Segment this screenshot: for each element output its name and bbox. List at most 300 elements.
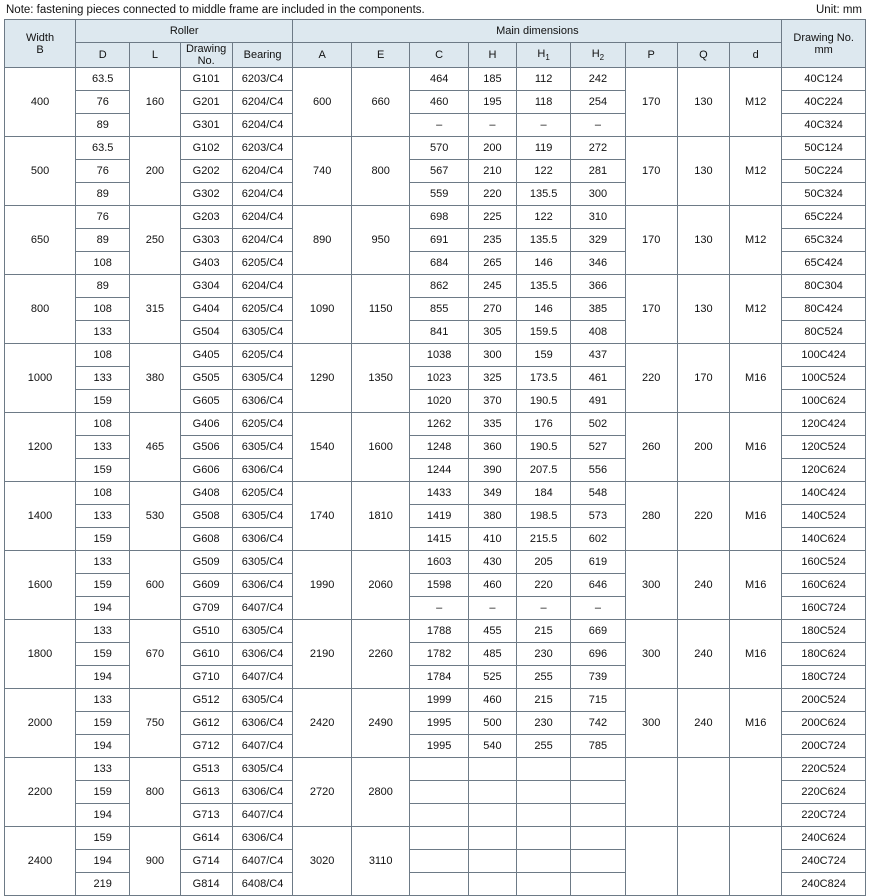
- cell-dim-h1: 255: [516, 735, 570, 758]
- cell-roller-d: 159: [76, 712, 130, 735]
- cell-drawing-no: 120C424: [782, 413, 866, 436]
- cell-dim-h: 500: [468, 712, 516, 735]
- cell-dim-h2: 785: [571, 735, 625, 758]
- cell-roller-d: 89: [76, 229, 130, 252]
- header-col-p: P: [625, 43, 677, 68]
- cell-dim-h1: 146: [516, 298, 570, 321]
- cell-dim-c: 862: [410, 275, 469, 298]
- cell-dim-q: 200: [677, 413, 729, 482]
- cell-drawing-no: 80C304: [782, 275, 866, 298]
- cell-drawing-no: 140C624: [782, 528, 866, 551]
- cell-dim-h1: [516, 873, 570, 896]
- cell-bearing: 6306/C4: [232, 781, 293, 804]
- cell-dim-h: 305: [468, 321, 516, 344]
- cell-dim-a: 600: [293, 68, 352, 137]
- cell-drawing-no: 200C624: [782, 712, 866, 735]
- cell-dim-h: 390: [468, 459, 516, 482]
- cell-dim-c: 1784: [410, 666, 469, 689]
- cell-dim-h: 460: [468, 689, 516, 712]
- cell-dim-h2: 696: [571, 643, 625, 666]
- cell-dim-h2: 346: [571, 252, 625, 275]
- cell-roller-drawing-no: G303: [180, 229, 232, 252]
- cell-dim-c: 1262: [410, 413, 469, 436]
- cell-bearing: 6408/C4: [232, 873, 293, 896]
- cell-dim-h: [468, 758, 516, 781]
- cell-dim-h2: [571, 758, 625, 781]
- cell-roller-d: 89: [76, 183, 130, 206]
- cell-dim-h1: 255: [516, 666, 570, 689]
- header-width-b: [5, 20, 76, 68]
- cell-dim-h2: 602: [571, 528, 625, 551]
- cell-drawing-no: 80C524: [782, 321, 866, 344]
- cell-dim-h2: [571, 873, 625, 896]
- header-col-h2-sub: 2: [599, 52, 605, 62]
- cell-drawing-no: 140C524: [782, 505, 866, 528]
- cell-bearing: 6306/C4: [232, 390, 293, 413]
- cell-dim-c: 567: [410, 160, 469, 183]
- cell-roller-d: 133: [76, 689, 130, 712]
- cell-dim-d: M16: [730, 344, 782, 413]
- cell-dim-d: [730, 758, 782, 827]
- cell-dim-c: 684: [410, 252, 469, 275]
- cell-dim-h2: 254: [571, 91, 625, 114]
- cell-dim-h2: 502: [571, 413, 625, 436]
- cell-width-b: 400: [5, 68, 76, 137]
- cell-roller-drawing-no: G403: [180, 252, 232, 275]
- cell-dim-d: M12: [730, 137, 782, 206]
- cell-dim-h2: 715: [571, 689, 625, 712]
- cell-dim-h: [468, 827, 516, 850]
- cell-dim-a: 3020: [293, 827, 352, 896]
- header-col-drawing-line1: Drawing: [185, 43, 227, 55]
- cell-roller-l: 900: [130, 827, 180, 896]
- cell-drawing-no: 220C624: [782, 781, 866, 804]
- cell-roller-d: 159: [76, 390, 130, 413]
- cell-roller-d: 108: [76, 413, 130, 436]
- cell-bearing: 6204/C4: [232, 206, 293, 229]
- cell-dim-h2: 527: [571, 436, 625, 459]
- cell-roller-d: 194: [76, 804, 130, 827]
- cell-dim-h2: 742: [571, 712, 625, 735]
- cell-roller-drawing-no: G304: [180, 275, 232, 298]
- cell-bearing: 6305/C4: [232, 551, 293, 574]
- cell-roller-l: 160: [130, 68, 180, 137]
- cell-drawing-no: 50C224: [782, 160, 866, 183]
- cell-dim-h2: 310: [571, 206, 625, 229]
- cell-drawing-no: 40C124: [782, 68, 866, 91]
- cell-dim-h2: [571, 850, 625, 873]
- cell-dim-e: 800: [351, 137, 410, 206]
- cell-roller-drawing-no: G605: [180, 390, 232, 413]
- cell-roller-drawing-no: G513: [180, 758, 232, 781]
- cell-dim-h2: 669: [571, 620, 625, 643]
- cell-drawing-no: 50C124: [782, 137, 866, 160]
- cell-roller-d: 159: [76, 781, 130, 804]
- cell-bearing: 6203/C4: [232, 137, 293, 160]
- cell-dim-h1: 122: [516, 160, 570, 183]
- cell-drawing-no: 240C824: [782, 873, 866, 896]
- header-col-a: A: [293, 43, 352, 68]
- cell-roller-d: 133: [76, 436, 130, 459]
- cell-dim-c: 1020: [410, 390, 469, 413]
- cell-roller-drawing-no: G101: [180, 68, 232, 91]
- table-row: [5, 620, 866, 643]
- cell-dim-a: 2420: [293, 689, 352, 758]
- cell-bearing: 6204/C4: [232, 183, 293, 206]
- cell-roller-l: 670: [130, 620, 180, 689]
- cell-dim-h2: 556: [571, 459, 625, 482]
- cell-bearing: 6305/C4: [232, 689, 293, 712]
- cell-dim-a: 1990: [293, 551, 352, 620]
- cell-dim-h1: [516, 758, 570, 781]
- cell-bearing: 6407/C4: [232, 735, 293, 758]
- cell-width-b: 1800: [5, 620, 76, 689]
- cell-dim-c: –: [410, 114, 469, 137]
- cell-dim-h: 335: [468, 413, 516, 436]
- cell-roller-drawing-no: G712: [180, 735, 232, 758]
- header-col-drawing-no: [180, 43, 232, 68]
- cell-dim-h2: 300: [571, 183, 625, 206]
- cell-drawing-no: 120C624: [782, 459, 866, 482]
- cell-dim-h1: 122: [516, 206, 570, 229]
- cell-dim-h: 325: [468, 367, 516, 390]
- cell-dim-c: 570: [410, 137, 469, 160]
- cell-width-b: 1400: [5, 482, 76, 551]
- cell-roller-drawing-no: G614: [180, 827, 232, 850]
- cell-dim-h1: 112: [516, 68, 570, 91]
- cell-roller-drawing-no: G202: [180, 160, 232, 183]
- cell-roller-drawing-no: G201: [180, 91, 232, 114]
- header-col-bearing: Bearing: [232, 43, 293, 68]
- cell-dim-h2: 272: [571, 137, 625, 160]
- cell-dim-e: 1810: [351, 482, 410, 551]
- cell-dim-e: 2800: [351, 758, 410, 827]
- header-col-e: E: [351, 43, 410, 68]
- cell-dim-p: 300: [625, 620, 677, 689]
- table-row: [5, 137, 866, 160]
- cell-drawing-no: 80C424: [782, 298, 866, 321]
- cell-dim-a: 2190: [293, 620, 352, 689]
- cell-dim-h: 270: [468, 298, 516, 321]
- cell-dim-e: 2060: [351, 551, 410, 620]
- cell-dim-h: 485: [468, 643, 516, 666]
- cell-dim-q: 130: [677, 68, 729, 137]
- cell-roller-d: 133: [76, 551, 130, 574]
- cell-roller-d: 63.5: [76, 68, 130, 91]
- cell-roller-d: 108: [76, 298, 130, 321]
- cell-dim-q: [677, 758, 729, 827]
- cell-dim-c: 460: [410, 91, 469, 114]
- cell-dim-a: 1540: [293, 413, 352, 482]
- cell-dim-h: 525: [468, 666, 516, 689]
- cell-dim-h1: 205: [516, 551, 570, 574]
- cell-roller-drawing-no: G612: [180, 712, 232, 735]
- cell-bearing: 6306/C4: [232, 459, 293, 482]
- cell-dim-h: 185: [468, 68, 516, 91]
- cell-dim-h2: 366: [571, 275, 625, 298]
- cell-dim-h1: 190.5: [516, 436, 570, 459]
- cell-drawing-no: 200C524: [782, 689, 866, 712]
- cell-width-b: 1200: [5, 413, 76, 482]
- cell-roller-d: 76: [76, 160, 130, 183]
- cell-roller-d: 133: [76, 321, 130, 344]
- cell-roller-drawing-no: G710: [180, 666, 232, 689]
- header-drawing-no: [782, 20, 866, 68]
- cell-dim-e: 1350: [351, 344, 410, 413]
- cell-roller-drawing-no: G709: [180, 597, 232, 620]
- cell-roller-drawing-no: G404: [180, 298, 232, 321]
- cell-dim-c: 464: [410, 68, 469, 91]
- cell-roller-d: 194: [76, 666, 130, 689]
- table-row: [5, 344, 866, 367]
- cell-bearing: 6204/C4: [232, 114, 293, 137]
- cell-dim-h2: 619: [571, 551, 625, 574]
- cell-width-b: 2200: [5, 758, 76, 827]
- cell-dim-h2: [571, 827, 625, 850]
- cell-dim-h1: 146: [516, 252, 570, 275]
- cell-dim-h2: 385: [571, 298, 625, 321]
- cell-dim-e: 1150: [351, 275, 410, 344]
- cell-bearing: 6204/C4: [232, 229, 293, 252]
- cell-dim-d: M16: [730, 482, 782, 551]
- cell-drawing-no: 120C524: [782, 436, 866, 459]
- cell-roller-l: 380: [130, 344, 180, 413]
- cell-dim-a: 740: [293, 137, 352, 206]
- header-col-h1: [516, 43, 570, 68]
- cell-dim-h: [468, 804, 516, 827]
- cell-width-b: 2000: [5, 689, 76, 758]
- cell-roller-drawing-no: G608: [180, 528, 232, 551]
- cell-dim-p: 170: [625, 275, 677, 344]
- cell-roller-drawing-no: G301: [180, 114, 232, 137]
- cell-drawing-no: 220C524: [782, 758, 866, 781]
- cell-dim-h: 430: [468, 551, 516, 574]
- cell-dim-h1: 215: [516, 620, 570, 643]
- cell-dim-h: 360: [468, 436, 516, 459]
- cell-roller-d: 108: [76, 252, 130, 275]
- header-col-h1-sub: 1: [545, 52, 550, 62]
- cell-dim-h2: 408: [571, 321, 625, 344]
- cell-dim-h: 349: [468, 482, 516, 505]
- cell-roller-drawing-no: G713: [180, 804, 232, 827]
- cell-dim-h1: 215: [516, 689, 570, 712]
- cell-dim-c: 1023: [410, 367, 469, 390]
- cell-roller-drawing-no: G505: [180, 367, 232, 390]
- cell-dim-h: 245: [468, 275, 516, 298]
- cell-dim-q: 130: [677, 275, 729, 344]
- cell-bearing: 6306/C4: [232, 643, 293, 666]
- cell-bearing: 6204/C4: [232, 91, 293, 114]
- cell-drawing-no: 180C624: [782, 643, 866, 666]
- cell-dim-q: 240: [677, 620, 729, 689]
- cell-dim-h2: 281: [571, 160, 625, 183]
- cell-bearing: 6306/C4: [232, 712, 293, 735]
- cell-dim-p: 300: [625, 551, 677, 620]
- cell-roller-l: 315: [130, 275, 180, 344]
- cell-drawing-no: 180C724: [782, 666, 866, 689]
- cell-bearing: 6305/C4: [232, 321, 293, 344]
- cell-width-b: 800: [5, 275, 76, 344]
- header-row-groups: [5, 20, 866, 43]
- table-header: [5, 20, 866, 68]
- cell-dim-h1: [516, 827, 570, 850]
- cell-roller-drawing-no: G509: [180, 551, 232, 574]
- cell-dim-p: [625, 827, 677, 896]
- cell-dim-h: 195: [468, 91, 516, 114]
- header-col-d: D: [76, 43, 130, 68]
- cell-dim-h: 200: [468, 137, 516, 160]
- header-width-line2: B: [36, 43, 44, 56]
- cell-drawing-no: 240C724: [782, 850, 866, 873]
- cell-dim-c: 1999: [410, 689, 469, 712]
- cell-dim-c: 1415: [410, 528, 469, 551]
- cell-roller-d: 159: [76, 827, 130, 850]
- header-row-columns: [5, 43, 866, 68]
- cell-dim-c: 1995: [410, 735, 469, 758]
- cell-dim-c: 1248: [410, 436, 469, 459]
- cell-dim-d: M12: [730, 68, 782, 137]
- cell-dim-e: 1600: [351, 413, 410, 482]
- cell-roller-l: 800: [130, 758, 180, 827]
- cell-dim-e: 2260: [351, 620, 410, 689]
- cell-drawing-no: 200C724: [782, 735, 866, 758]
- table-row: [5, 689, 866, 712]
- cell-bearing: 6205/C4: [232, 252, 293, 275]
- cell-drawing-no: 65C324: [782, 229, 866, 252]
- cell-dim-h1: 159: [516, 344, 570, 367]
- cell-dim-h1: 190.5: [516, 390, 570, 413]
- cell-dim-h2: 437: [571, 344, 625, 367]
- cell-dim-a: 2720: [293, 758, 352, 827]
- cell-roller-d: 89: [76, 275, 130, 298]
- cell-dim-d: M12: [730, 275, 782, 344]
- table-row: [5, 551, 866, 574]
- cell-dim-h: 380: [468, 505, 516, 528]
- cell-dim-h: 235: [468, 229, 516, 252]
- cell-width-b: 500: [5, 137, 76, 206]
- cell-dim-p: 260: [625, 413, 677, 482]
- cell-roller-d: 133: [76, 505, 130, 528]
- table-row: [5, 206, 866, 229]
- cell-dim-p: 170: [625, 206, 677, 275]
- header-width-line1: Width: [25, 31, 55, 44]
- cell-roller-l: 750: [130, 689, 180, 758]
- table-row: [5, 827, 866, 850]
- header-col-h2: [571, 43, 625, 68]
- table-body: [5, 68, 866, 896]
- cell-dim-d: M16: [730, 551, 782, 620]
- cell-roller-d: 219: [76, 873, 130, 896]
- cell-width-b: 650: [5, 206, 76, 275]
- cell-dim-h1: [516, 850, 570, 873]
- cell-dim-h: 300: [468, 344, 516, 367]
- cell-dim-c: 1038: [410, 344, 469, 367]
- cell-dim-e: 2490: [351, 689, 410, 758]
- header-roller: Roller: [76, 20, 293, 43]
- cell-bearing: 6205/C4: [232, 413, 293, 436]
- cell-dim-h2: 739: [571, 666, 625, 689]
- cell-dim-c: [410, 758, 469, 781]
- header-drawing-line2: mm: [814, 43, 833, 56]
- cell-roller-drawing-no: G510: [180, 620, 232, 643]
- cell-dim-h1: 230: [516, 712, 570, 735]
- cell-bearing: 6407/C4: [232, 597, 293, 620]
- cell-dim-e: 950: [351, 206, 410, 275]
- cell-drawing-no: 220C724: [782, 804, 866, 827]
- cell-roller-d: 159: [76, 643, 130, 666]
- cell-roller-drawing-no: G613: [180, 781, 232, 804]
- cell-roller-d: 63.5: [76, 137, 130, 160]
- cell-dim-c: 1419: [410, 505, 469, 528]
- cell-drawing-no: 50C324: [782, 183, 866, 206]
- cell-roller-drawing-no: G610: [180, 643, 232, 666]
- cell-dim-c: 691: [410, 229, 469, 252]
- cell-dim-h1: –: [516, 597, 570, 620]
- cell-roller-drawing-no: G609: [180, 574, 232, 597]
- cell-roller-d: 194: [76, 850, 130, 873]
- cell-roller-drawing-no: G508: [180, 505, 232, 528]
- cell-dim-h1: –: [516, 114, 570, 137]
- cell-dim-h: –: [468, 597, 516, 620]
- cell-dim-q: 240: [677, 689, 729, 758]
- cell-dim-h2: 573: [571, 505, 625, 528]
- cell-dim-p: 220: [625, 344, 677, 413]
- cell-drawing-no: 40C324: [782, 114, 866, 137]
- cell-bearing: 6407/C4: [232, 666, 293, 689]
- unit-label: Unit: mm: [816, 4, 862, 16]
- cell-dim-h1: 119: [516, 137, 570, 160]
- cell-roller-d: 133: [76, 758, 130, 781]
- cell-bearing: 6305/C4: [232, 620, 293, 643]
- cell-bearing: 6305/C4: [232, 436, 293, 459]
- cell-dim-c: 1598: [410, 574, 469, 597]
- cell-roller-drawing-no: G302: [180, 183, 232, 206]
- table-row: [5, 413, 866, 436]
- cell-roller-drawing-no: G506: [180, 436, 232, 459]
- cell-dim-h2: –: [571, 597, 625, 620]
- cell-dim-h: 460: [468, 574, 516, 597]
- cell-drawing-no: 65C224: [782, 206, 866, 229]
- cell-dim-h1: 173.5: [516, 367, 570, 390]
- cell-roller-l: 530: [130, 482, 180, 551]
- cell-roller-d: 133: [76, 367, 130, 390]
- cell-width-b: 1000: [5, 344, 76, 413]
- cell-bearing: 6305/C4: [232, 505, 293, 528]
- cell-dim-a: 1090: [293, 275, 352, 344]
- cell-bearing: 6306/C4: [232, 528, 293, 551]
- cell-roller-d: 108: [76, 482, 130, 505]
- cell-dim-c: 855: [410, 298, 469, 321]
- cell-dim-e: 660: [351, 68, 410, 137]
- cell-dim-q: 130: [677, 137, 729, 206]
- header-col-drawing-line2: No.: [197, 55, 215, 68]
- cell-dim-q: 130: [677, 206, 729, 275]
- cell-bearing: 6205/C4: [232, 298, 293, 321]
- cell-dim-p: 280: [625, 482, 677, 551]
- cell-dim-d: M12: [730, 206, 782, 275]
- cell-dim-a: 1740: [293, 482, 352, 551]
- cell-roller-d: 159: [76, 574, 130, 597]
- header-col-d-small: d: [730, 43, 782, 68]
- cell-dim-h1: 135.5: [516, 229, 570, 252]
- cell-dim-h: 225: [468, 206, 516, 229]
- cell-drawing-no: 100C424: [782, 344, 866, 367]
- cell-dim-h1: 230: [516, 643, 570, 666]
- cell-dim-c: [410, 804, 469, 827]
- cell-dim-d: M16: [730, 689, 782, 758]
- cell-roller-d: 159: [76, 528, 130, 551]
- cell-dim-c: [410, 827, 469, 850]
